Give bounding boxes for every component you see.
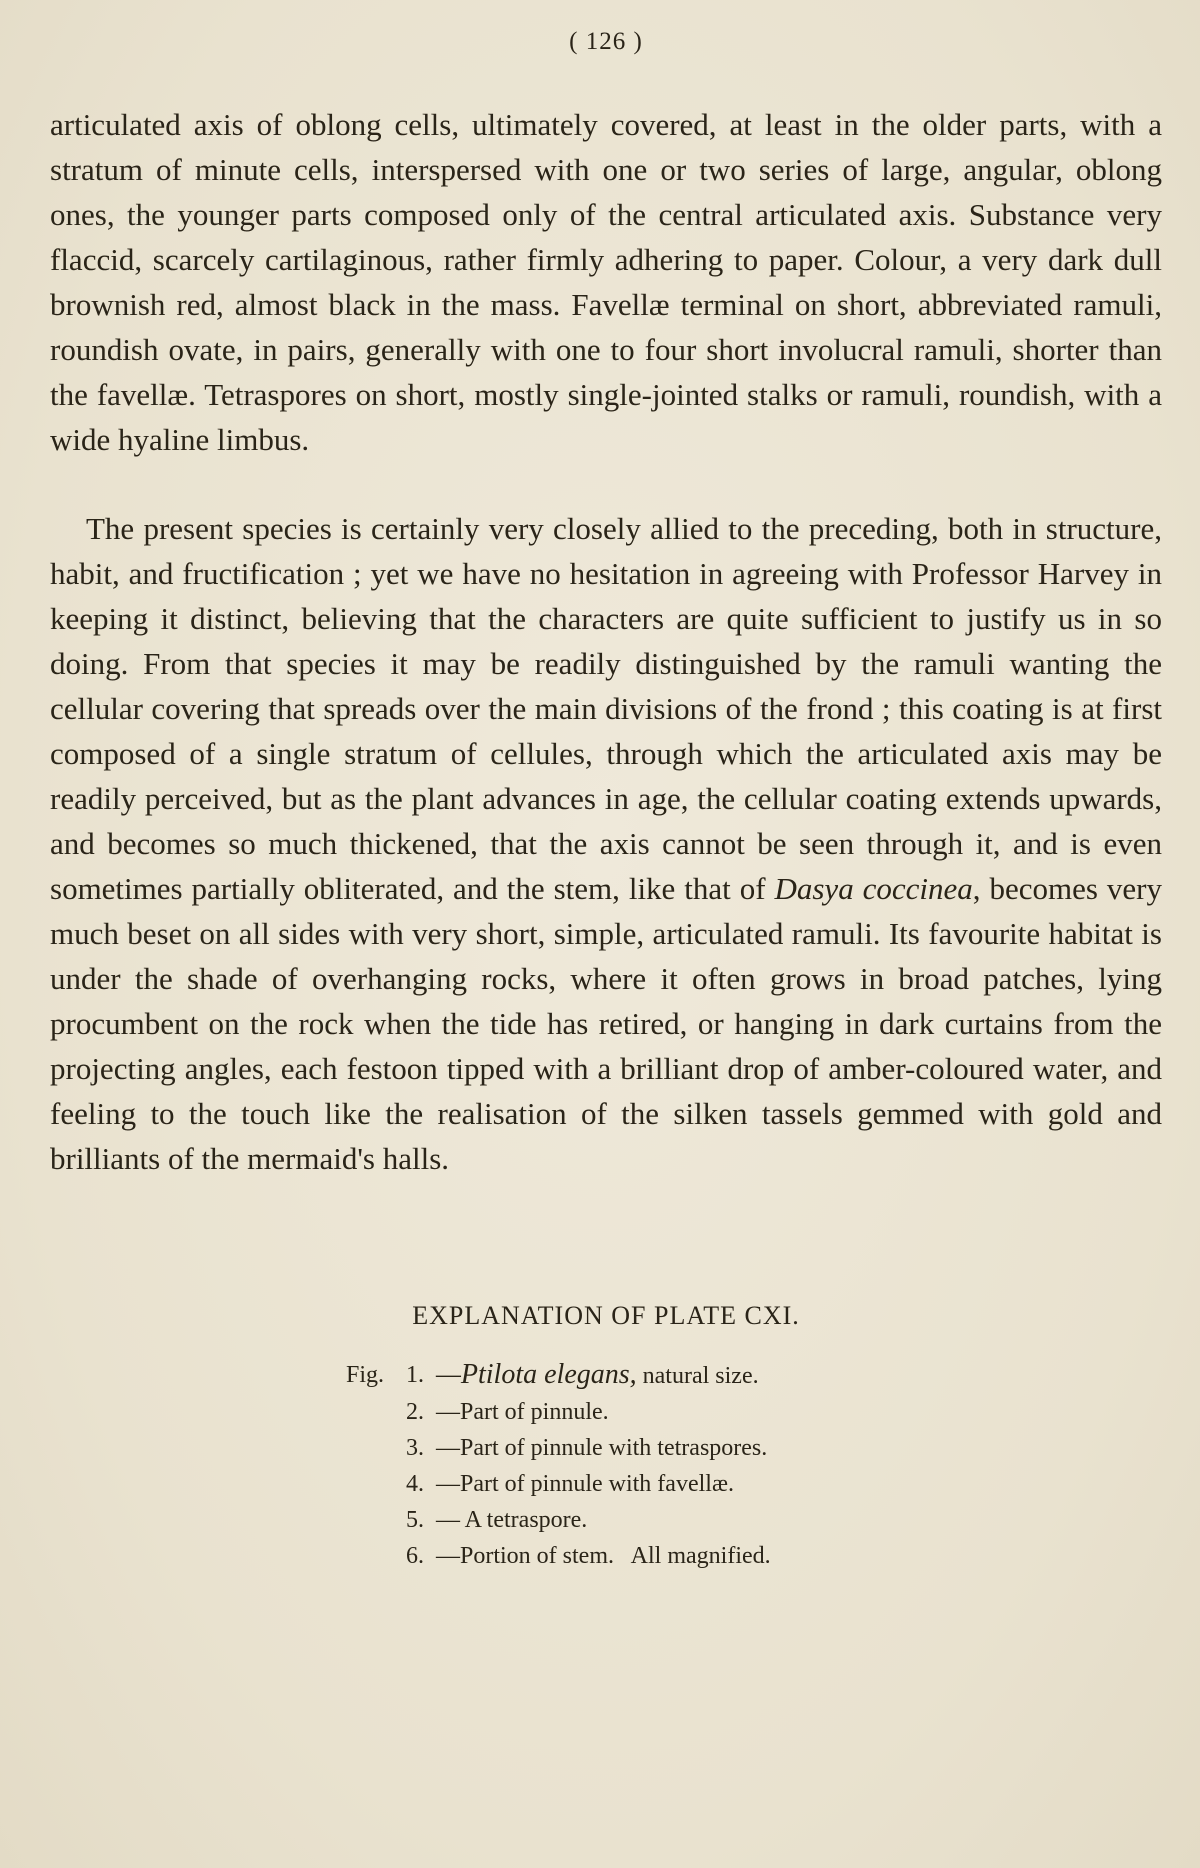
figure-caption: —Part of pinnule with favellæ. bbox=[436, 1471, 734, 1497]
figure-number: 2. bbox=[406, 1399, 424, 1425]
figure-number: 5. bbox=[406, 1507, 424, 1533]
paragraph-discussion bbox=[50, 506, 1162, 1181]
figure-caption: —Part of pinnule. bbox=[436, 1399, 609, 1425]
figure-species-italic: —Ptilota elegans, bbox=[436, 1359, 637, 1390]
figure-caption: —Part of pinnule with tetraspores. bbox=[436, 1435, 768, 1461]
explanation-heading: EXPLANATION OF PLATE CXI. bbox=[412, 1301, 800, 1330]
page-number: ( 126 ) bbox=[569, 28, 643, 55]
figure-item-6 bbox=[346, 1538, 1162, 1574]
species-name-italic: Dasya coccinea bbox=[774, 871, 973, 906]
paragraph-description: articulated axis of oblong cells, ultimately covered, at least in the older parts, with a stratum of minute cells, interspersed with one or two series of large, angular, oblong ones, the younger parts composed only of the central articulated axis. Substance very flaccid, scarcely cartilaginous, rather firmly adhering to paper. Colour, a very dark dull brownish red, almost black in the mass. Favellæ terminal on short, abbreviated ramuli, roundish ovate, in pairs, generally with one to four short involucral ramuli, shorter than the favellæ. Tetraspores on short, mostly single-jointed stalks or ramuli, roundish, with a wide hyaline limbus. bbox=[50, 107, 1162, 457]
figure-number: 1. bbox=[406, 1362, 424, 1388]
figure-number: 3. bbox=[406, 1435, 424, 1461]
figure-caption: —Portion of stem. All magnified. bbox=[436, 1543, 771, 1569]
figure-caption: natural size. bbox=[636, 1363, 759, 1389]
paragraph-text-part2: , becomes very much beset on all sides with very short, simple, articulated ramuli. Its favourite habitat is under the shade of overhanging rocks, where it often grows in broad patches, lying procumbent on the rock when the tide has retired, or hanging in dark curtains from the projecting angles, each festoon tipped with a brilliant drop of amber-coloured water, and feeling to the touch like the realisation of the silken tassels gemmed with gold and brilliants of the mermaid's halls. bbox=[50, 871, 1162, 1176]
figure-item-1 bbox=[346, 1357, 1162, 1394]
figure-list bbox=[346, 1357, 1162, 1574]
figure-caption: — A tetraspore. bbox=[436, 1507, 588, 1533]
figure-item-2 bbox=[346, 1394, 1162, 1430]
figure-item-4 bbox=[346, 1466, 1162, 1502]
fig-label: Fig. bbox=[346, 1362, 385, 1388]
figure-item-5 bbox=[346, 1502, 1162, 1538]
figure-number: 6. bbox=[406, 1543, 424, 1569]
figure-number: 4. bbox=[406, 1471, 424, 1497]
paragraph-text-part1: The present species is certainly very closely allied to the preceding, both in structure, habit, and fructification ; yet we have no hesitation in agreeing with Professor Harvey in keeping it distinct, believing that the characters are quite sufficient to justify us in so doing. From that species it may be readily distinguished by the ramuli wanting the cellular covering that spreads over the main divisions of the frond ; this coating is at first composed of a single stratum of cellules, through which the articulated axis may be readily perceived, but as the plant advances in age, the cellular coating extends upwards, and becomes so much thickened, that the axis cannot be seen through it, and is even sometimes partially obliterated, and the stem, like that of bbox=[50, 511, 1162, 906]
figure-item-3 bbox=[346, 1430, 1162, 1466]
